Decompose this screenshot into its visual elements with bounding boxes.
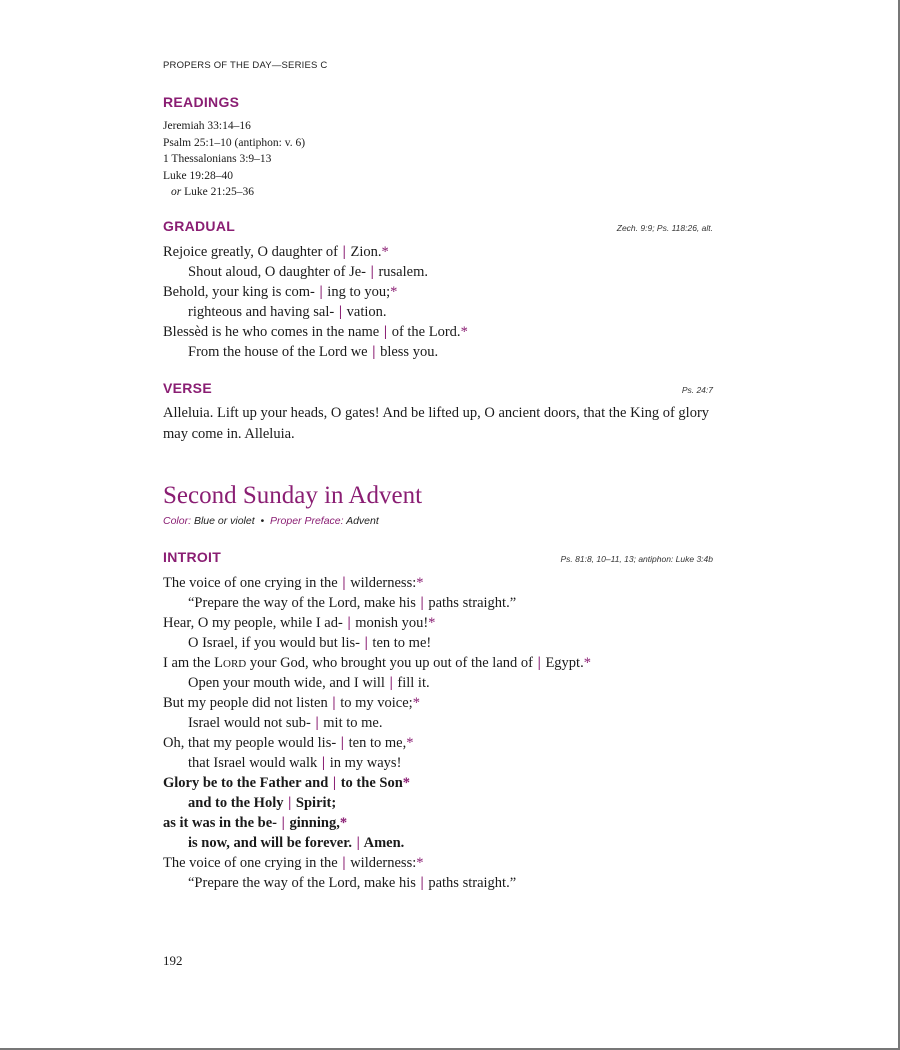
color-label: Color: xyxy=(163,515,192,527)
psalm-text: vation. xyxy=(343,304,387,320)
verse-text: Alleluia. Lift up your heads, O gates! And be lifted up, O ancient doors, that the King of glory may come in. Alleluia. xyxy=(163,405,710,442)
psalm-text: ten to me, xyxy=(345,735,407,751)
psalm-text: Zion. xyxy=(346,244,382,260)
psalm-text: Behold, your king is com- xyxy=(163,284,319,300)
preface-label: Proper Preface: xyxy=(270,515,344,527)
introit-citation: Ps. 81:8, 10–11, 13; antiphon: Luke 3:4b xyxy=(560,554,713,564)
psalm-text: paths straight.” xyxy=(424,595,517,611)
psalm-text: and to the Holy xyxy=(188,795,288,811)
psalm-line xyxy=(163,322,723,342)
gloria-line xyxy=(163,793,723,813)
pointing-bar: | xyxy=(370,264,374,280)
psalm-text: Israel would not sub- xyxy=(188,715,315,731)
psalm-text: The voice of one crying in the xyxy=(163,855,342,871)
asterisk: * xyxy=(381,244,389,260)
pointing-bar: | xyxy=(315,715,319,731)
psalm-text: ing to you; xyxy=(323,284,391,300)
sunday-title: Second Sunday in Advent xyxy=(163,482,423,509)
reading-item: Jeremiah 33:14–16 xyxy=(163,120,251,132)
psalm-text: righteous and having sal- xyxy=(188,304,338,320)
psalm-text: The voice of one crying in the xyxy=(163,575,342,591)
pointing-bar: | xyxy=(332,695,336,711)
pointing-bar: | xyxy=(383,324,388,340)
psalm-text: From the house of the Lord we xyxy=(188,344,372,360)
readings-list xyxy=(163,118,305,201)
psalm-text: ORD xyxy=(223,658,247,670)
verse-citation: Ps. 24:7 xyxy=(681,385,713,395)
psalm-line xyxy=(163,693,723,713)
running-head: PROPERS OF THE DAY—SERIES C xyxy=(163,60,328,71)
introit-title: INTROIT xyxy=(163,549,222,565)
gradual-text xyxy=(163,242,723,362)
gloria-line xyxy=(163,773,723,793)
psalm-text: as it was in the be- xyxy=(163,815,281,831)
psalm-text: “Prepare the way of the Lord, make his xyxy=(188,595,420,611)
psalm-line xyxy=(163,653,723,673)
psalm-text: fill it. xyxy=(393,675,430,691)
psalm-text: Spirit; xyxy=(292,795,337,811)
psalm-text: Amen. xyxy=(360,835,405,851)
page-number: 192 xyxy=(163,953,183,968)
asterisk: * xyxy=(402,775,411,791)
pointing-bar: | xyxy=(420,875,424,891)
asterisk: * xyxy=(339,815,348,831)
asterisk: * xyxy=(416,855,424,871)
reading-or: or xyxy=(171,186,182,198)
psalm-text: to the Son xyxy=(337,775,403,791)
pointing-bar: | xyxy=(537,655,541,671)
pointing-bar: | xyxy=(342,855,346,871)
pointing-bar: | xyxy=(281,815,285,831)
psalm-text: bless you. xyxy=(376,344,439,360)
preface-value: Advent xyxy=(346,515,379,527)
verse-title: VERSE xyxy=(163,380,212,396)
gradual-header xyxy=(163,218,713,236)
pointing-bar: | xyxy=(364,635,368,651)
pointing-bar: | xyxy=(420,595,424,611)
psalm-line xyxy=(163,342,723,362)
meta-bullet: • xyxy=(260,515,265,527)
psalm-line xyxy=(163,873,723,893)
psalm-line xyxy=(163,713,723,733)
psalm-text: in my ways! xyxy=(326,755,402,771)
introit-text xyxy=(163,573,723,893)
psalm-text: to my voice; xyxy=(336,695,413,711)
asterisk: * xyxy=(583,655,591,671)
psalm-line xyxy=(163,302,723,322)
pointing-bar: | xyxy=(347,615,351,631)
psalm-text: Oh, that my people would lis- xyxy=(163,735,340,751)
asterisk: * xyxy=(412,695,420,711)
psalm-line xyxy=(163,282,723,302)
psalm-text: that Israel would walk xyxy=(188,755,321,771)
reading-item: 1 Thessalonians 3:9–13 xyxy=(163,153,272,165)
gradual-title: GRADUAL xyxy=(163,218,236,234)
pointing-bar: | xyxy=(372,344,376,360)
psalm-text: “Prepare the way of the Lord, make his xyxy=(188,875,420,891)
pointing-bar: | xyxy=(288,795,292,811)
pointing-bar: | xyxy=(342,575,346,591)
psalm-line xyxy=(163,242,723,262)
gradual-citation: Zech. 9:9; Ps. 118:26, alt. xyxy=(616,223,713,233)
psalm-text: Open your mouth wide, and I will xyxy=(188,675,389,691)
psalm-line xyxy=(163,673,723,693)
readings-title: READINGS xyxy=(163,94,240,110)
verse-header xyxy=(163,380,713,398)
psalm-line xyxy=(163,753,723,773)
pointing-bar: | xyxy=(321,755,326,771)
psalm-text: Rejoice greatly, O daughter of xyxy=(163,244,342,260)
reading-item: Luke 19:28–40 xyxy=(163,169,233,182)
pointing-bar: | xyxy=(319,284,323,300)
psalm-text: Glory be to the Father and xyxy=(163,775,332,791)
asterisk: * xyxy=(428,615,436,631)
pointing-bar: | xyxy=(342,244,346,260)
gloria-line xyxy=(163,813,723,833)
pointing-bar: | xyxy=(389,675,393,691)
psalm-text: monish you! xyxy=(351,615,429,631)
readings-header xyxy=(163,94,713,112)
reading-alternate xyxy=(163,184,305,201)
asterisk: * xyxy=(406,735,414,751)
psalm-line xyxy=(163,573,723,593)
psalm-text: O Israel, if you would but lis- xyxy=(188,635,364,651)
asterisk: * xyxy=(460,324,468,340)
psalm-text: your God, who brought you up out of the land of xyxy=(246,655,537,671)
psalm-text: wilderness: xyxy=(346,575,417,591)
asterisk: * xyxy=(390,284,398,300)
psalm-text: Shout aloud, O daughter of Je- xyxy=(188,264,370,280)
pointing-bar: | xyxy=(356,835,360,851)
psalm-text: rusalem. xyxy=(374,264,428,280)
psalm-line xyxy=(163,733,723,753)
asterisk: * xyxy=(416,575,424,591)
psalm-text: But my people did not listen xyxy=(163,695,332,711)
pointing-bar: | xyxy=(338,304,343,320)
introit-header xyxy=(163,549,713,567)
gloria-line xyxy=(163,833,723,853)
color-value: Blue or violet xyxy=(193,515,255,527)
psalm-text: mit to me. xyxy=(319,715,383,731)
psalm-text: Hear, O my people, while I ad- xyxy=(163,615,347,631)
psalm-text: of the Lord. xyxy=(388,324,461,340)
psalm-text: is now, and will be forever. xyxy=(188,835,356,851)
psalm-text: ginning, xyxy=(285,815,340,831)
pointing-bar: | xyxy=(332,775,337,791)
psalm-text: Blessèd is he who comes in the name xyxy=(163,324,383,340)
psalm-line xyxy=(163,633,723,653)
psalm-text: wilderness: xyxy=(346,855,417,871)
psalm-text: paths straight.” xyxy=(424,875,517,891)
psalm-line xyxy=(163,593,723,613)
pointing-bar: | xyxy=(340,735,344,751)
psalm-text: ten to me! xyxy=(368,635,432,651)
reading-alternate-text: Luke 21:25–36 xyxy=(184,186,255,198)
reading-item: Psalm 25:1–10 (antiphon: v. 6) xyxy=(163,136,306,149)
psalm-text: Egypt. xyxy=(541,655,584,671)
psalm-line xyxy=(163,853,723,873)
sunday-meta xyxy=(163,515,379,527)
psalm-line xyxy=(163,613,723,633)
psalm-text: I am the L xyxy=(163,655,223,671)
psalm-line xyxy=(163,262,723,282)
